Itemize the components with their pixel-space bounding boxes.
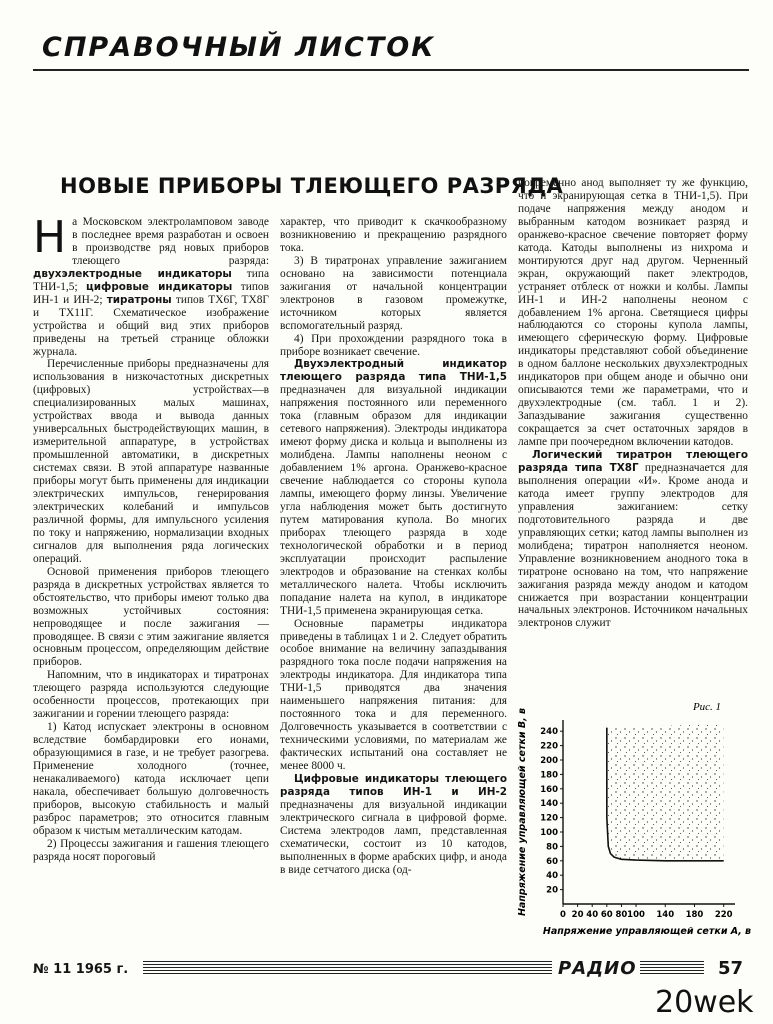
paragraph: Двухэлектродный индикатор тлеющего разряда типа ТНИ-1,5 предназначен для визуальной индикации напряжения постоянного или переменного тока (главным образом для индикации сетевого напряжения). Электроды индикатора имеют форму диска и кольца и выполнены из молибдена. Лампы наполнены неоном с добавлением 1% аргона. Оранжево-красное свечение наблюдается со стороны купола лампы, имеющего форму линзы. Увеличение угла наблюдения может быть достигнуто путем матирования купола. Во многих приборах тлеющего разряда в ходе технологической обработки и в период эксплуатации происходит распыление электродов и образование на стенках колбы металлического налета. Чтобы исключить попадание налета на купол, в индикаторе ТНИ-1,5 применена экранирующая сетка. bbox=[280, 358, 507, 617]
paragraph: 4) При прохождении разрядного тока в приборе возникает свечение. bbox=[280, 332, 507, 358]
x-tick-label: 0 bbox=[560, 910, 566, 920]
drop-cap: Н bbox=[33, 216, 67, 263]
paragraph: Цифровые индикаторы тлеющего разряда типов ИН-1 и ИН-2 предназначены для визуальной индикации электрического сигнала в цифровой форме. Система электродов ламп, представленная схематически, состоит из 10 катодов, выполненных в форме арабских цифр, и анода в виде сетчатого диска (од- bbox=[280, 772, 507, 876]
paragraph: Перечисленные приборы предназначены для использования в низкочастотных дискретных (цифровых) устройствах—в специализированных малых машинах, устройствах ввода и вывода данных универсальных быстродействующих машин, в измерительной аппаратуре, в устройствах промышленной автоматики, в дискретных системах связи. В этой аппаратуре названные приборы могут быть применены для индикации электрических импульсов, генерирования электрических колебаний и импульсов различной формы, для импульсного усиления по току и напряжению, нормализации входных сигналов для выполнения ряда логических операций. bbox=[33, 358, 269, 565]
y-tick-label: 140 bbox=[540, 799, 558, 810]
article-title: НОВЫЕ ПРИБОРЫ ТЛЕЮЩЕГО РАЗРЯДА bbox=[60, 174, 564, 198]
figure-1-chart bbox=[515, 700, 755, 940]
y-tick-label: 120 bbox=[540, 813, 558, 824]
article-column-2 bbox=[280, 216, 507, 951]
paragraph: 2) Процессы зажигания и гашения тлеющего разряда носят пороговый bbox=[33, 837, 269, 863]
x-tick-label: 100 bbox=[627, 910, 645, 920]
figure-caption: Рис. 1 bbox=[692, 701, 722, 713]
y-tick-label: 40 bbox=[546, 871, 558, 882]
footer-stripes-right bbox=[640, 961, 704, 976]
y-tick-label: 240 bbox=[540, 727, 558, 738]
y-tick-label: 180 bbox=[540, 770, 558, 781]
paragraph: Логический тиратрон тлеющего разряда типа ТХ8Г предназначается для выполнения операции «И». Кроме анода и катода имеет группу электродов для управления зажиганием: сетку подготовительного разряда и две управляющих сетки; катод лампы выполнен из молибдена; тиратрон наполняется неоном. Управление возникновением анодного тока в тиратроне основано на том, что напряжение зажигания разряда между анодом и катодом снижается при возрастании концентрации начальных электронов. Источником начальных электронов служит bbox=[518, 449, 748, 630]
x-tick-label: 80 bbox=[615, 910, 628, 920]
article-column-3 bbox=[518, 177, 748, 701]
paragraph: На Московском электроламповом заводе в последнее время разработан и освоен в производстве ряд новых приборов тлеющего разряда: двухэлектродные индикаторы типа ТНИ-1,5; цифровые индикаторы типов ИН-1 и ИН-2; тиратроны типов ТХ6Г, ТХ8Г и ТХ11Г. Схематическое изображение устройства и общий вид этих приборов приведены на третьей странице обложки журнала. bbox=[33, 216, 269, 358]
watermark: 20wek bbox=[655, 985, 754, 1020]
figure-1 bbox=[515, 700, 755, 940]
x-tick-label: 140 bbox=[656, 910, 675, 920]
section-header bbox=[42, 32, 435, 63]
x-tick-label: 60 bbox=[600, 910, 613, 920]
y-axis-label: Напряжение управляющей сетки В, в bbox=[517, 707, 528, 917]
section-title: СПРАВОЧНЫЙ ЛИСТОК bbox=[42, 32, 436, 63]
y-tick-label: 60 bbox=[546, 856, 558, 867]
y-tick-label: 160 bbox=[540, 784, 558, 795]
magazine-logo: РАДИО bbox=[558, 958, 637, 979]
footer-stripes-left bbox=[143, 961, 552, 976]
paragraph: новременно анод выполняет ту же функцию, что и экранирующая сетка в ТНИ-1,5). При подаче напряжения между анодом и выбранным катодом возникает разряд и оранжево-красное свечение повторяет форму катода. Катоды выполнены из нихрома и монтируются друг над другом. Черненный экран, окружающий пакет электродов, устраняет отблеск от ножки и колбы. Лампы ИН-1 и ИН-2 наполнены неоном с добавлением 1% аргона. Светящиеся цифры наблюдаются со стороны купола лампы, имеющего сферическую форму. Цифровые индикаторы представляют собой объединение в одном баллоне нескольких двухэлектродных индикаторов при общем аноде и обычно они описываются теми же параметрами, что и двухэлектродные (см. табл. 1 и 2). Запаздывание зажигания существенно сокращается за счет остаточных зарядов в лампе при поочередном включении катодов. bbox=[518, 177, 748, 449]
header-rule bbox=[33, 69, 749, 71]
page-number: 57 bbox=[718, 958, 744, 979]
x-tick-label: 20 bbox=[571, 910, 584, 920]
x-axis-label: Напряжение управляющей сетки А, в bbox=[542, 926, 752, 937]
paragraph: Напомним, что в индикаторах и тиратронах тлеющего разряда используются следующие особенности процессов, протекающих при зажигании и горении тлеющего разряда: bbox=[33, 669, 269, 721]
paragraph: 3) В тиратронах управление зажиганием основано на зависимости потенциала зажигания от начальной концентрации электронов в газовом промежутке, источником которых является вспомогательный разряд. bbox=[280, 254, 507, 332]
y-tick-label: 220 bbox=[540, 741, 558, 752]
dotted-region bbox=[607, 724, 724, 861]
y-tick-label: 20 bbox=[546, 885, 558, 896]
article-column-1 bbox=[33, 216, 269, 951]
paragraph: характер, что приводит к скачкообразному возникновению и прекращению разрядного тока. bbox=[280, 216, 507, 254]
y-tick-label: 200 bbox=[540, 756, 558, 766]
paragraph: 1) Катод испускает электроны в основном вследствие бомбардировки его ионами, образующимися в газе, и не требует разогрева. Применение холодного (точнее, ненакаливаемого) катода исключает цепи накала, обеспечивает большую долговечность приборов, высокую стабильность и малый разброс параметров; это относится главным образом к чистым металлическим катодам. bbox=[33, 721, 269, 837]
x-tick-label: 180 bbox=[685, 910, 704, 920]
paragraph: Основой применения приборов тлеющего разряда в дискретных устройствах является то обстоятельство, что приборы имеют только два возможных устойчивых состояния: непроводящее и после зажигания — проводящее. В связи с этим зажигание является основным процессом, определяющим действие приборов. bbox=[33, 565, 269, 669]
y-tick-label: 100 bbox=[540, 828, 558, 838]
x-tick-label: 220 bbox=[714, 910, 733, 920]
x-tick-label: 40 bbox=[586, 910, 599, 920]
y-tick-label: 80 bbox=[546, 842, 558, 853]
paragraph: Основные параметры индикатора приведены в таблицах 1 и 2. Следует обратить особое внимание на величину запаздывания разрядного тока после подачи напряжения на электроды индикатора. Для индикатора типа ТНИ-1,5 приводятся два значения наименьшего напряжения питания: для постоянного тока и для переменного. Долговечность указывается в соответствии с техническими условиями, по материалам же фактических испытаний она составляет не менее 8000 ч. bbox=[280, 617, 507, 773]
issue-number: № 11 1965 г. bbox=[33, 962, 129, 977]
